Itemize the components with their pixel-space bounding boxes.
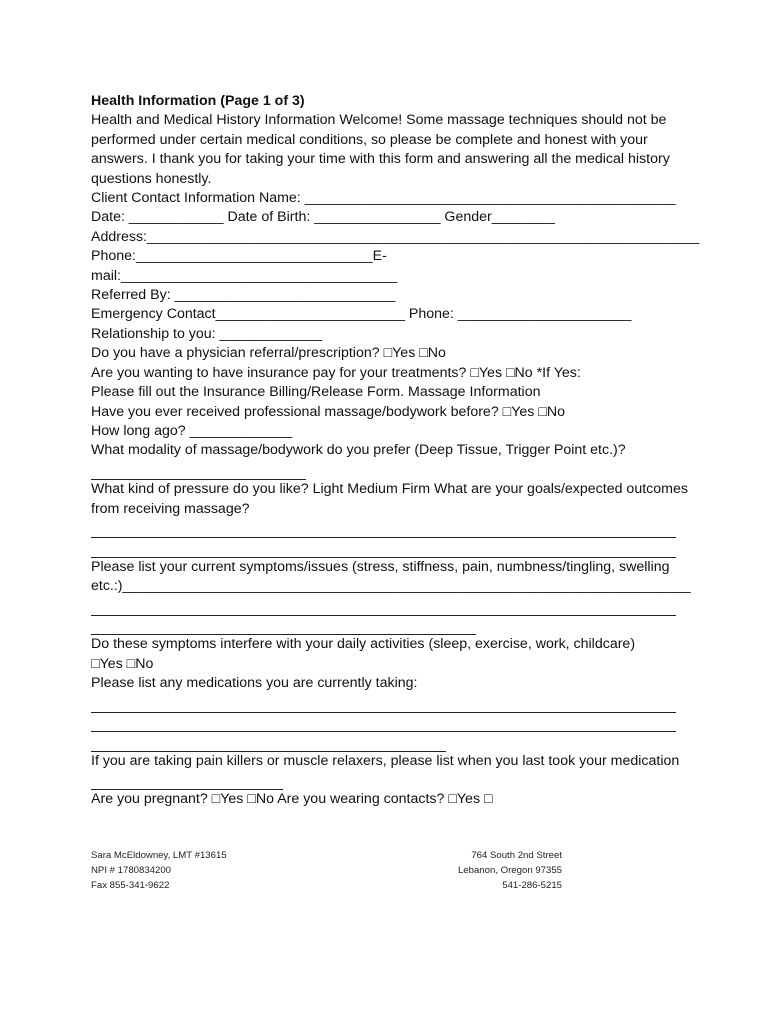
- office-phone: 541-286-5215: [502, 880, 562, 892]
- goals-answer-line-2[interactable]: [91, 538, 676, 557]
- insurance-instruction: Please fill out the Insurance Billing/Release Form. Massage Information: [91, 384, 541, 401]
- emergency-contact-field[interactable]: Emergency Contact________________________ Phone: ______________________: [91, 306, 632, 323]
- symptoms-question-line-1: Please list your current symptoms/issues (stress, stiffness, pain, numbness/tingling, swelling: [91, 558, 670, 575]
- insurance-question[interactable]: Are you wanting to have insurance pay for your treatments? □Yes □No *If Yes:: [91, 364, 581, 381]
- pressure-goals-question-line-1: What kind of pressure do you like? Light Medium Firm What are your goals/expected outcomes: [91, 481, 688, 498]
- footer-address-info: [430, 848, 562, 894]
- phone-email-field[interactable]: Phone:______________________________E-mail:___________________________________: [91, 248, 398, 284]
- date-dob-gender-field[interactable]: Date: ____________ Date of Birth: ________________ Gender________: [91, 209, 555, 226]
- relationship-field[interactable]: Relationship to you: _____________: [91, 325, 323, 342]
- intro-text-line-3: answers. I thank you for taking your time with this form and answering all the medical history: [91, 151, 670, 168]
- page-title: Health Information (Page 1 of 3): [91, 93, 305, 109]
- practitioner-fax: Fax 855-341-9622: [91, 880, 170, 892]
- pregnant-contacts-question[interactable]: Are you pregnant? □Yes □No Are you wearing contacts? □Yes □: [91, 791, 493, 808]
- symptoms-question-line-2[interactable]: etc.:)________________________________________________________________________: [91, 578, 691, 595]
- medications-answer-line-3[interactable]: [91, 732, 446, 751]
- health-form-page: [91, 92, 700, 810]
- medications-question: Please list any medications you are currently taking:: [91, 675, 418, 692]
- street-address: 764 South 2nd Street: [471, 850, 562, 861]
- client-name-field[interactable]: Client Contact Information Name: _______________________________________________: [91, 190, 676, 207]
- intro-text-line-2: performed under certain medical conditions, so please be complete and honest with your: [91, 131, 648, 148]
- referred-by-field[interactable]: Referred By: ____________________________: [91, 287, 396, 304]
- city-state-zip: Lebanon, Oregon 97355: [457, 865, 562, 877]
- address-field[interactable]: Address:______________________________________________________________________: [91, 228, 700, 245]
- symptoms-answer-line-1[interactable]: [91, 597, 676, 616]
- prior-massage-question[interactable]: Have you ever received professional massage/bodywork before? □Yes □No: [91, 403, 566, 420]
- pain-killers-question: If you are taking pain killers or muscle relaxers, please list when you last took your medication: [91, 752, 680, 769]
- intro-text-line-1: Health and Medical History Information Welcome! Some massage techniques should not be: [91, 112, 667, 129]
- goals-answer-line-1[interactable]: [91, 519, 676, 538]
- practitioner-name: Sara McEldowney, LMT #13615: [91, 850, 227, 861]
- footer-practitioner-info: [91, 848, 227, 894]
- pain-killers-answer-line[interactable]: [91, 771, 283, 790]
- physician-referral-question[interactable]: Do you have a physician referral/prescription? □Yes □No: [91, 345, 446, 362]
- interfere-yes-no[interactable]: □Yes □No: [91, 655, 154, 672]
- modality-question: What modality of massage/bodywork do you prefer (Deep Tissue, Trigger Point etc.)?: [91, 442, 626, 459]
- symptoms-answer-line-2[interactable]: [91, 616, 476, 635]
- pressure-goals-question-line-2: from receiving massage?: [91, 500, 250, 517]
- intro-text-line-4: questions honestly.: [91, 170, 212, 187]
- practitioner-npi: NPI # 1780834200: [91, 865, 172, 877]
- interfere-question: Do these symptoms interfere with your daily activities (sleep, exercise, work, childcare): [91, 636, 636, 653]
- modality-answer-line[interactable]: [91, 461, 306, 480]
- how-long-ago-field[interactable]: How long ago? _____________: [91, 422, 293, 439]
- medications-answer-line-2[interactable]: [91, 713, 676, 732]
- medications-answer-line-1[interactable]: [91, 694, 676, 713]
